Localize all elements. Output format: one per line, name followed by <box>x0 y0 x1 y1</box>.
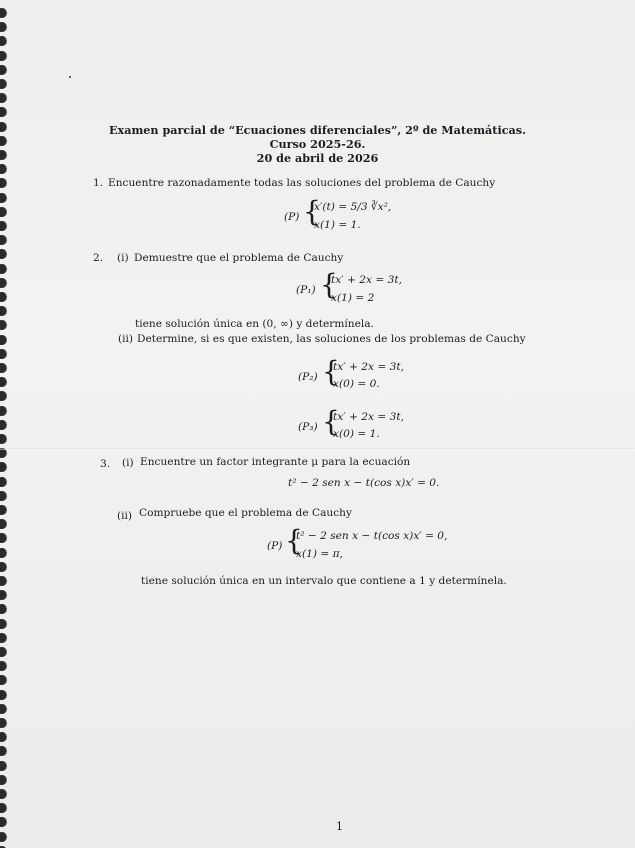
binder-hole <box>0 761 6 771</box>
binder-hole <box>0 562 6 572</box>
q1-number: 1. <box>93 177 104 189</box>
binder-hole <box>0 462 6 472</box>
binder-hole <box>0 235 6 245</box>
p2-label: (P₂) <box>298 371 318 383</box>
q2-part1-text: Demuestre que el problema de Cauchy <box>134 252 344 264</box>
q3-part2-text: Compruebe que el problema de Cauchy <box>139 507 352 519</box>
q3-number: 3. <box>100 458 111 470</box>
binder-hole <box>0 207 6 217</box>
p3-eq2: x(0) = 1. <box>333 428 380 440</box>
q3-p-eq1: t² − 2 sen x − t(cos x)x′ = 0, <box>296 530 448 542</box>
q1-eq1: x′(t) = 5/3 ∛x², <box>314 201 392 213</box>
p2-eq1: tx′ + 2x = 3t, <box>333 361 404 373</box>
binder-hole <box>0 22 6 32</box>
binder-hole <box>0 732 6 742</box>
binder-hole <box>0 604 6 614</box>
binder-hole <box>0 775 6 785</box>
binder-hole <box>0 264 6 274</box>
binder-hole <box>0 391 6 401</box>
ink-dot <box>69 76 71 78</box>
binder-hole <box>0 363 6 373</box>
binder-hole <box>0 576 6 586</box>
p3-brace: { <box>322 405 340 438</box>
p1-label: (P₁) <box>296 284 316 296</box>
binder-hole <box>0 789 6 799</box>
binder-hole <box>0 675 6 685</box>
p1-eq1: tx′ + 2x = 3t, <box>331 274 402 286</box>
q2-part1-tag: (i) <box>117 252 129 264</box>
binder-hole <box>0 377 6 387</box>
q1-brace: { <box>303 195 321 228</box>
p1-eq2: x(1) = 2 <box>331 292 375 304</box>
exam-date: 20 de abril de 2026 <box>256 151 379 165</box>
binder-hole <box>0 704 6 714</box>
binder-hole <box>0 690 6 700</box>
p2-eq2: x(0) = 0. <box>333 378 380 390</box>
p3-label: (P₃) <box>298 421 318 433</box>
binder-hole <box>0 278 6 288</box>
binder-hole <box>0 420 6 430</box>
binder-hole <box>0 306 6 316</box>
binder-hole <box>0 65 6 75</box>
q2-after-p1: tiene solución única en (0, ∞) y determínela. <box>135 318 374 330</box>
binder-hole <box>0 221 6 231</box>
binder-hole <box>0 661 6 671</box>
binder-hole <box>0 533 6 543</box>
binder-hole <box>0 519 6 529</box>
binder-hole <box>0 505 6 515</box>
q3-after: tiene solución única en un intervalo que contiene a 1 y determínela. <box>141 575 507 587</box>
q3-p-eq2: x(1) = π, <box>296 548 343 560</box>
binder-hole <box>0 51 6 61</box>
p2-brace: { <box>322 355 340 388</box>
binder-hole <box>0 249 6 259</box>
binder-hole <box>0 746 6 756</box>
binder-hole <box>0 406 6 416</box>
q2-part2-text: Determine, si es que existen, las soluciones de los problemas de Cauchy <box>137 333 526 345</box>
binder-hole <box>0 548 6 558</box>
binder-hole <box>0 8 6 18</box>
binder-hole <box>0 292 6 302</box>
binder-hole <box>0 491 6 501</box>
p1-brace: { <box>320 268 338 301</box>
binder-hole <box>0 477 6 487</box>
q1-text: Encuentre razonadamente todas las soluciones del problema de Cauchy <box>108 177 496 189</box>
binder-hole <box>0 349 6 359</box>
binder-hole <box>0 619 6 629</box>
q1-label: (P) <box>284 211 300 223</box>
binder-hole <box>0 93 6 103</box>
binder-hole <box>0 193 6 203</box>
binder-hole <box>0 36 6 46</box>
binder-hole <box>0 320 6 330</box>
binder-hole <box>0 803 6 813</box>
binder-hole <box>0 633 6 643</box>
binder-hole <box>0 335 6 345</box>
q3-p-label: (P) <box>267 540 283 552</box>
q3-part1-text: Encuentre un factor integrante μ para la ecuación <box>140 456 411 468</box>
binder-hole <box>0 107 6 117</box>
binder-hole <box>0 817 6 827</box>
q2-part2-tag: (ii) <box>118 333 134 345</box>
binder-hole <box>0 832 6 842</box>
binder-hole <box>0 647 6 657</box>
q3-part1-tag: (i) <box>122 457 134 469</box>
exam-course: Curso 2025-26. <box>269 137 366 151</box>
q1-eq2: x(1) = 1. <box>314 219 361 231</box>
binder-hole <box>0 434 6 444</box>
p3-eq1: tx′ + 2x = 3t, <box>333 411 404 423</box>
exam-title: Examen parcial de “Ecuaciones diferenciales”, 2º de Matemáticas. <box>109 123 526 137</box>
q3-p-brace: { <box>285 524 303 557</box>
binder-hole <box>0 178 6 188</box>
binder-hole <box>0 590 6 600</box>
q3-part2-tag: (ii) <box>117 510 133 522</box>
page-number: 1 <box>336 820 343 833</box>
binder-hole <box>0 79 6 89</box>
q2-number: 2. <box>93 252 104 264</box>
q3-equation: t² − 2 sen x − t(cos x)x′ = 0. <box>288 477 440 489</box>
binder-hole <box>0 164 6 174</box>
paper-fold <box>0 448 635 450</box>
binder-hole <box>0 718 6 728</box>
